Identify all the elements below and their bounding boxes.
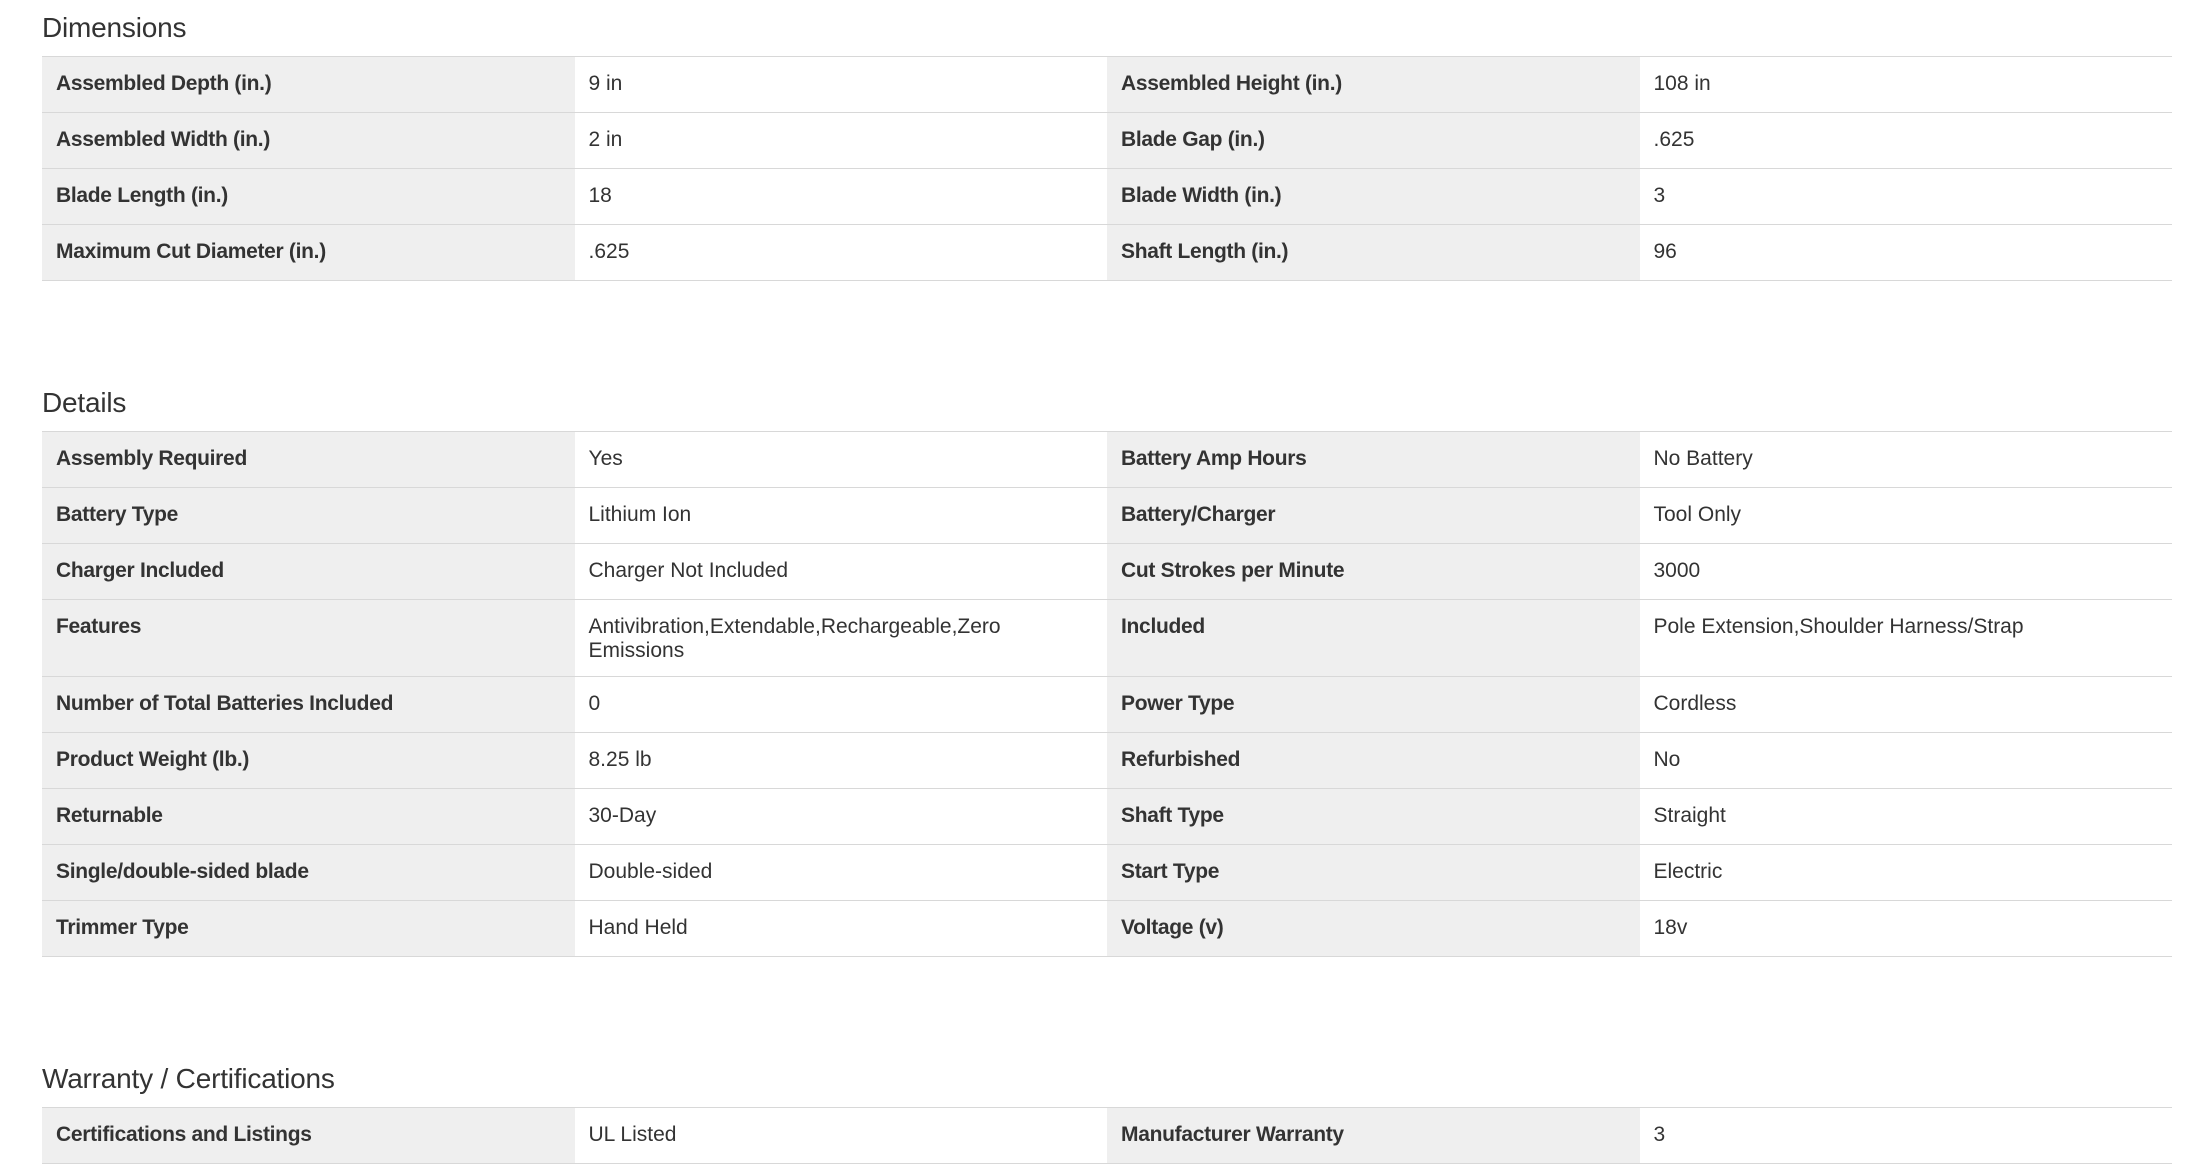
spec-value: 108 in	[1640, 57, 2173, 112]
table-row	[42, 789, 2172, 845]
spec-label: Voltage (v)	[1107, 901, 1640, 956]
spec-label: Single/double-sided blade	[42, 845, 575, 900]
spec-label: Assembled Width (in.)	[42, 113, 575, 168]
spec-label: Battery/Charger	[1107, 488, 1640, 543]
table-row	[42, 169, 2172, 225]
warranty-table	[42, 1108, 2172, 1164]
spec-label: Cut Strokes per Minute	[1107, 544, 1640, 599]
table-row	[42, 57, 2172, 113]
spec-value: Lithium Ion	[575, 488, 1108, 543]
spec-value: .625	[1640, 113, 2173, 168]
spec-value: 96	[1640, 225, 2173, 280]
spec-label: Assembled Height (in.)	[1107, 57, 1640, 112]
specifications-panel	[42, 0, 2172, 1164]
spec-value: Antivibration,Extendable,Rechargeable,Zero Emissions	[575, 600, 1108, 676]
spec-value: 8.25 lb	[575, 733, 1108, 788]
spec-value: 9 in	[575, 57, 1108, 112]
spec-label: Number of Total Batteries Included	[42, 677, 575, 732]
spec-value: 18	[575, 169, 1108, 224]
table-row	[42, 1108, 2172, 1164]
table-row	[42, 733, 2172, 789]
spec-label: Power Type	[1107, 677, 1640, 732]
spec-label: Shaft Type	[1107, 789, 1640, 844]
details-table	[42, 432, 2172, 957]
spec-value: Straight	[1640, 789, 2173, 844]
table-row	[42, 544, 2172, 600]
table-row	[42, 432, 2172, 488]
spec-label: Assembly Required	[42, 432, 575, 487]
table-row	[42, 845, 2172, 901]
spec-value: Hand Held	[575, 901, 1108, 956]
spec-label: Included	[1107, 600, 1640, 676]
table-row	[42, 677, 2172, 733]
spec-value: Pole Extension,Shoulder Harness/Strap	[1640, 600, 2173, 676]
spec-value: Electric	[1640, 845, 2173, 900]
spec-label: Blade Width (in.)	[1107, 169, 1640, 224]
spec-value: 0	[575, 677, 1108, 732]
spec-value: 30-Day	[575, 789, 1108, 844]
spec-value: 3	[1640, 169, 2173, 224]
spec-value: .625	[575, 225, 1108, 280]
section-title-dimensions: Dimensions	[42, 0, 2172, 57]
table-row	[42, 225, 2172, 281]
spec-label: Returnable	[42, 789, 575, 844]
spec-label: Assembled Depth (in.)	[42, 57, 575, 112]
spec-label: Refurbished	[1107, 733, 1640, 788]
spec-label: Battery Amp Hours	[1107, 432, 1640, 487]
spec-label: Certifications and Listings	[42, 1108, 575, 1163]
spec-value: 2 in	[575, 113, 1108, 168]
spec-label: Blade Gap (in.)	[1107, 113, 1640, 168]
spec-value: Double-sided	[575, 845, 1108, 900]
spec-label: Blade Length (in.)	[42, 169, 575, 224]
dimensions-table	[42, 57, 2172, 281]
spec-label: Shaft Length (in.)	[1107, 225, 1640, 280]
spec-value: 3000	[1640, 544, 2173, 599]
spec-value: Tool Only	[1640, 488, 2173, 543]
spec-value: 3	[1640, 1108, 2173, 1163]
spec-label: Battery Type	[42, 488, 575, 543]
table-row	[42, 600, 2172, 677]
spec-label: Trimmer Type	[42, 901, 575, 956]
spec-value: Cordless	[1640, 677, 2173, 732]
spec-value: No	[1640, 733, 2173, 788]
table-row	[42, 488, 2172, 544]
table-row	[42, 901, 2172, 957]
table-row	[42, 113, 2172, 169]
spec-label: Features	[42, 600, 575, 676]
spec-label: Start Type	[1107, 845, 1640, 900]
spec-value: Charger Not Included	[575, 544, 1108, 599]
dimensions-section	[42, 0, 2172, 281]
section-title-warranty: Warranty / Certifications	[42, 1051, 2172, 1108]
spec-value: Yes	[575, 432, 1108, 487]
spec-label: Charger Included	[42, 544, 575, 599]
spec-label: Product Weight (lb.)	[42, 733, 575, 788]
spec-value: 18v	[1640, 901, 2173, 956]
section-title-details: Details	[42, 375, 2172, 432]
warranty-section	[42, 1051, 2172, 1164]
spec-label: Manufacturer Warranty	[1107, 1108, 1640, 1163]
spec-label: Maximum Cut Diameter (in.)	[42, 225, 575, 280]
spec-value: No Battery	[1640, 432, 2173, 487]
details-section	[42, 375, 2172, 957]
spec-value: UL Listed	[575, 1108, 1108, 1163]
